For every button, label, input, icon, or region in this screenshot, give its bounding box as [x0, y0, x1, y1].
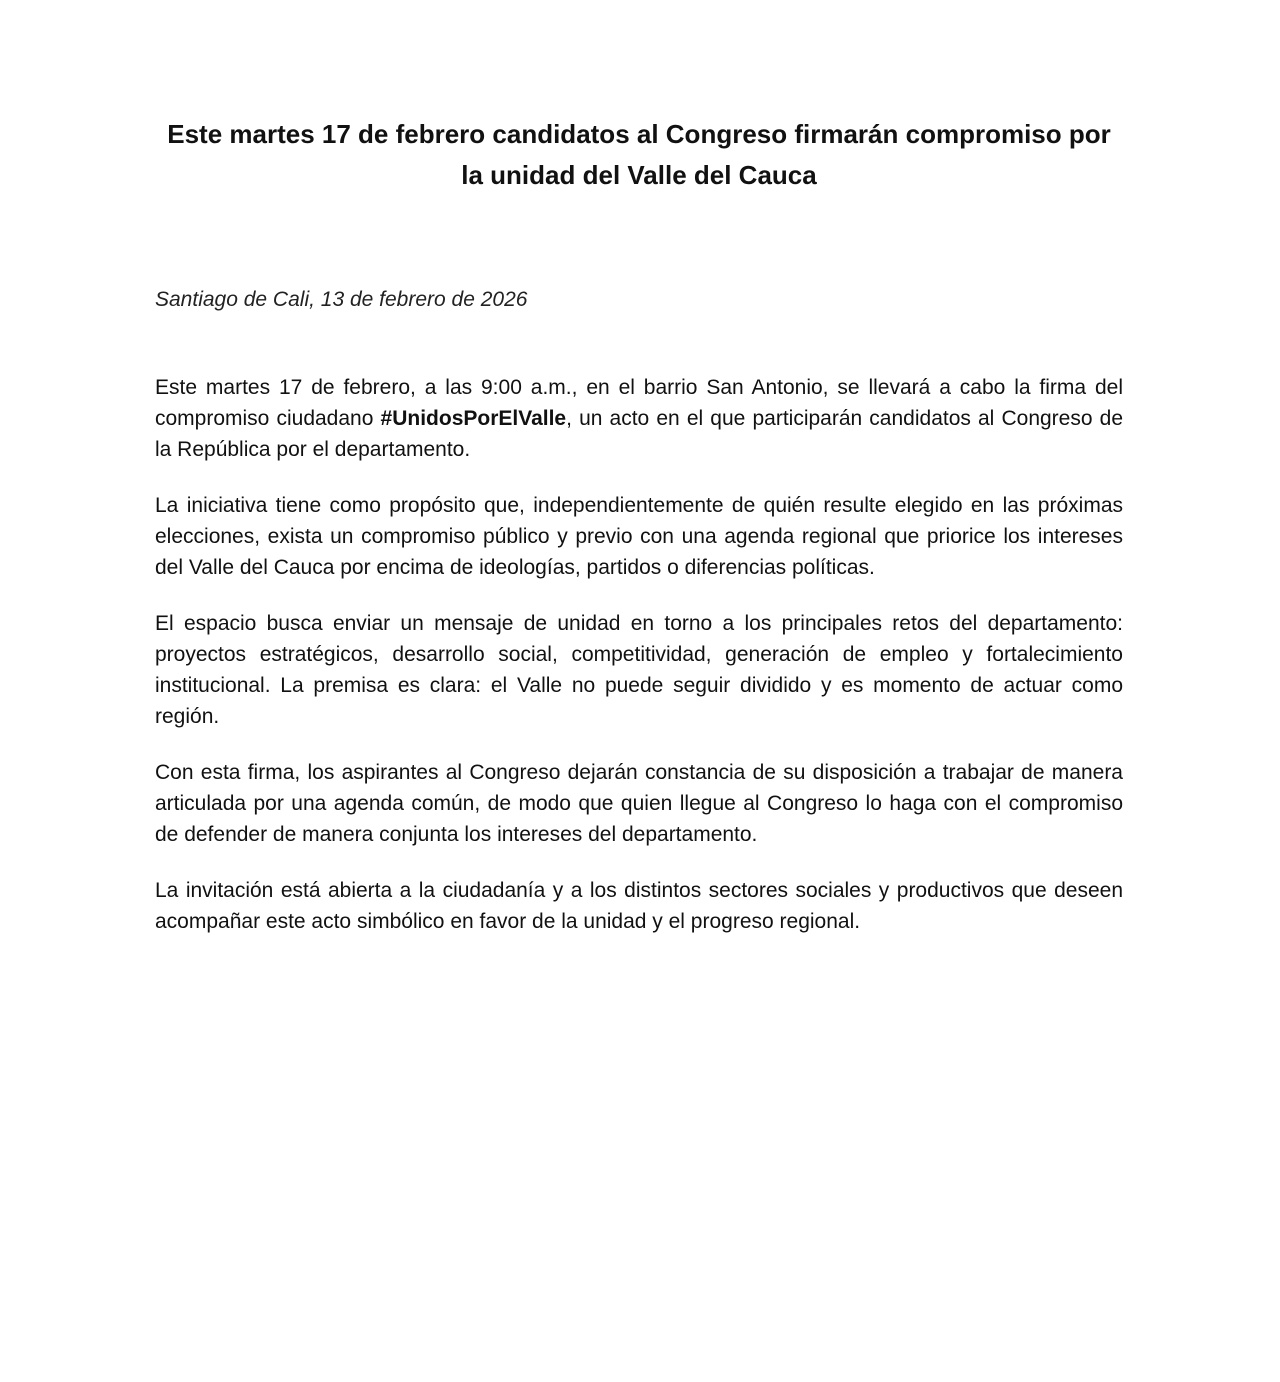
dateline: Santiago de Cali, 13 de febrero de 2026: [155, 288, 528, 311]
hashtag: #UnidosPorElValle: [380, 407, 567, 430]
paragraph-5: La invitación está abierta a la ciudadanía y a los distintos sectores sociales y productivos que deseen acompañar este acto simbólico en favor de la unidad y el progreso regional.: [155, 879, 1123, 933]
paragraph-1-text-after: , un acto en el que participarán candidatos al Congreso de la República por el departamento.: [155, 407, 1124, 461]
paragraph-3: El espacio busca enviar un mensaje de unidad en torno a los principales retos del departamento: proyectos estratégicos, desarrollo social, competitividad, generación de empleo y fortalecimiento institucional. La premisa es clara: el Valle no puede seguir dividido y es momento de actuar como región.: [155, 612, 1123, 728]
document-body: [155, 372, 1123, 962]
paragraph-1: [155, 372, 1123, 465]
paragraph-4: Con esta firma, los aspirantes al Congreso dejarán constancia de su disposición a trabajar de manera articulada por una agenda común, de modo que quien llegue al Congreso lo haga con el compromiso de defender de manera conjunta los intereses del departamento.: [155, 761, 1123, 846]
paragraph-1-text-before: Este martes 17 de febrero, a las 9:00 a.m., en el barrio San Antonio, se llevará a cabo la firma del compromiso ciudadano: [155, 376, 1123, 430]
document-title: Este martes 17 de febrero candidatos al Congreso firmarán compromiso por la unidad del Valle del Cauca: [167, 119, 1111, 190]
paragraph-2: La iniciativa tiene como propósito que, independientemente de quién resulte elegido en las próximas elecciones, exista un compromiso público y previo con una agenda regional que priorice los intereses del Valle del Cauca por encima de ideologías, partidos o diferencias políticas.: [155, 494, 1123, 579]
